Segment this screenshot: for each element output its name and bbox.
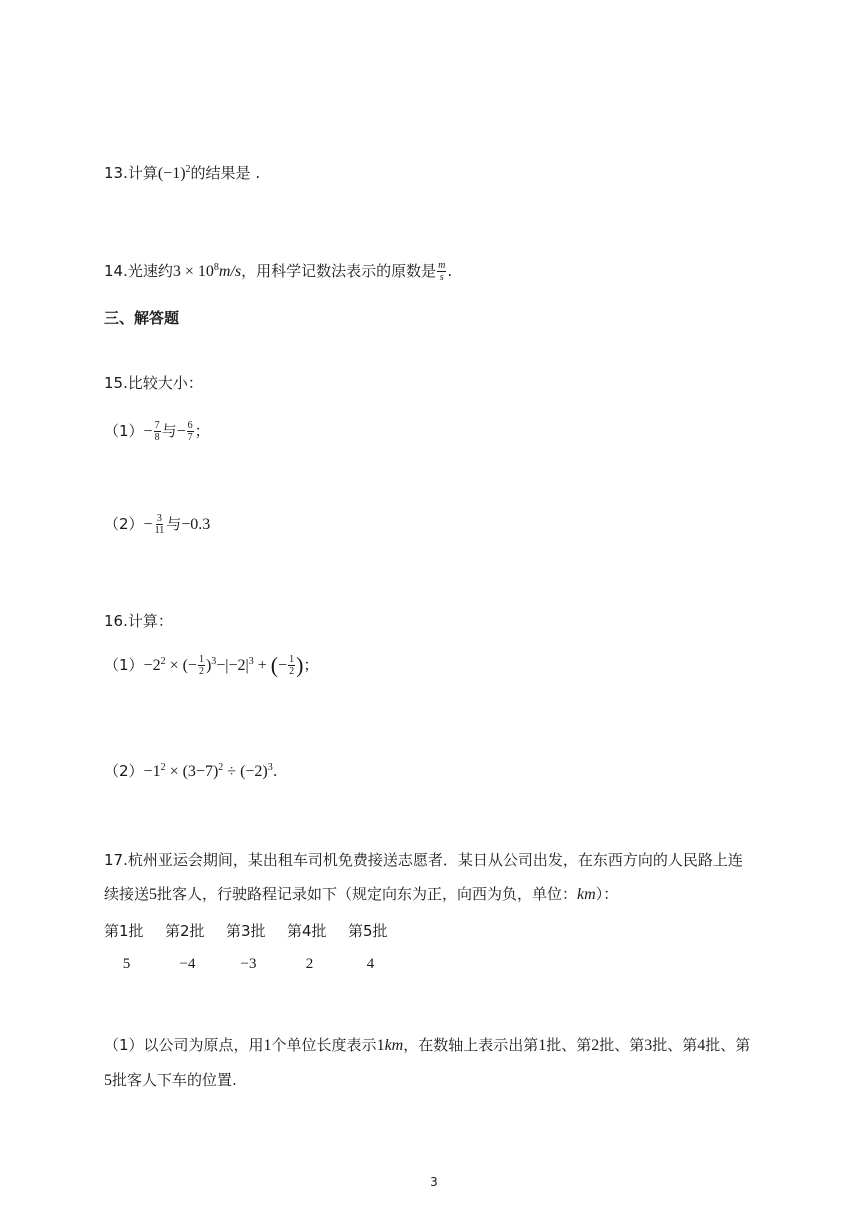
q16-part-1: $(1)-2^2$ × (− $\frac{1}{2}$ )$^3-|-2|^3$ + (− $\frac{1}{2}$ )； <box>104 652 319 678</box>
q14-end: . <box>447 262 453 280</box>
q15-title: 15.比较大小： <box>104 374 203 392</box>
q16-part-2: $(2)-1^2 \times (3-7)^2 \div (-2)^3$. <box>104 762 278 780</box>
q17-line-1: 17.杭州亚运会期间，某出租车司机免费接送志愿者．某日从公司出发，在东西方向的人民路上连 <box>104 851 743 869</box>
q13-suffix: 的结果是 . <box>190 164 261 182</box>
table-value-cell: 2 <box>305 956 314 972</box>
q15-part-2: （2）− $\frac{3}{11}$ 与−0.3 <box>104 513 211 536</box>
q17-part-1-line-2: 5批客人下车的位置. <box>104 1071 237 1089</box>
q15-p1-frac-a: $\frac{7}{8}$ <box>154 420 160 443</box>
table-header-cell: 第5批 <box>348 922 388 940</box>
page-number: 3 <box>430 1175 438 1189</box>
q16-p1-frac-a: $\frac{1}{2}$ <box>198 654 204 677</box>
q13-expr: $(-1)^2$ <box>157 164 191 182</box>
q14-unit-fraction: $\frac{m}{s}$ <box>438 260 446 283</box>
table-header-cell: 第2批 <box>165 922 205 940</box>
q15-p1-frac-b: $\frac{6}{7}$ <box>187 420 193 443</box>
q15-p2-label: （2） <box>104 515 144 533</box>
q13-prefix: 13.计算 <box>104 164 158 182</box>
q14-unit: m/s <box>218 263 242 280</box>
table-value-cell: 5 <box>122 956 131 972</box>
trip-table-header <box>104 920 409 941</box>
table-value-cell: −3 <box>240 956 257 972</box>
q17-line-2: 续接送5批客人，行驶路程记录如下（规定向东为正，向西为负，单位：km）： <box>104 885 619 903</box>
q14-coef: $3 \times 10^8$ <box>172 262 219 280</box>
table-header-cell: 第4批 <box>287 922 327 940</box>
q15-p2-frac-a: $\frac{3}{11}$ <box>154 513 165 536</box>
q16-title: 16.计算： <box>104 612 173 630</box>
q15-part-1: （1）− $\frac{7}{8}$ 与− $\frac{6}{7}$ ； <box>104 420 210 443</box>
table-value-cell: −4 <box>179 956 196 972</box>
section-3-title: 三、解答题 <box>104 309 180 327</box>
question-13 <box>104 162 260 183</box>
trip-table-values <box>96 956 401 973</box>
table-header-cell: 第3批 <box>226 922 266 940</box>
q15-p1-label: （1） <box>104 422 144 440</box>
q16-p1-frac-b: $\frac{1}{2}$ <box>289 654 295 677</box>
q17-part-1-line-1: （1）以公司为原点，用1个单位长度表示1km，在数轴上表示出第1批、第2批、第3批、第4批、第 <box>104 1036 751 1054</box>
q14-mid: ，用科学记数法表示的原数是 <box>241 262 437 280</box>
q14-prefix: 14.光速约 <box>104 262 173 280</box>
question-14 <box>104 260 452 283</box>
table-header-cell: 第1批 <box>104 922 144 940</box>
table-value-cell: 4 <box>366 956 375 972</box>
